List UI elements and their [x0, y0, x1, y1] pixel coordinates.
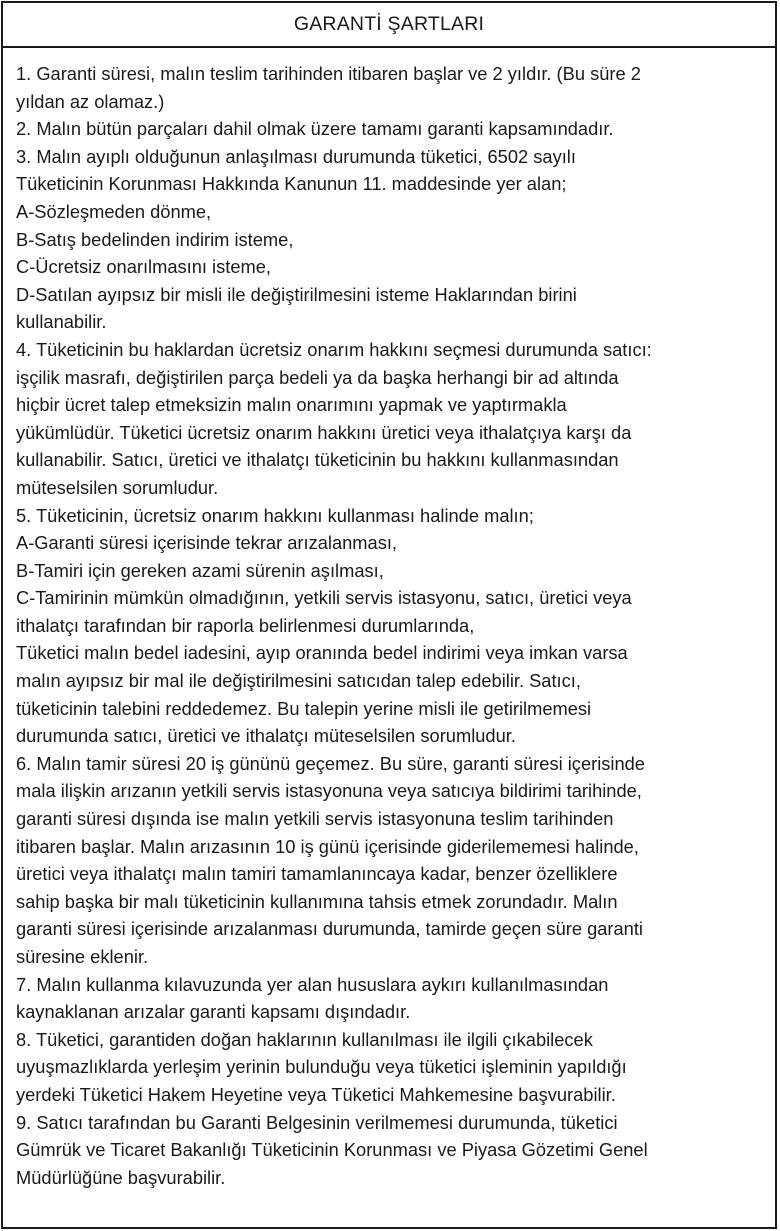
- text-line: kaynaklanan arızalar garanti kapsamı dışındadır.: [16, 1001, 411, 1023]
- text-line: 8. Tüketici, garantiden doğan haklarının kullanılması ile ilgili çıkabilecek: [16, 1028, 593, 1050]
- text-line: 7. Malın kullanma kılavuzunda yer alan hususlara aykırı kullanılmasından: [16, 973, 609, 995]
- text-line: B-Satış bedelinden indirim isteme,: [16, 228, 294, 250]
- text-line: Gümrük ve Ticaret Bakanlığı Tüketicinin Korunması ve Piyasa Gözetimi Genel: [16, 1139, 648, 1161]
- text-line: işçilik masrafı, değiştirilen parça bedeli ya da başka herhangi bir ad altında: [16, 366, 619, 388]
- text-line: yükümlüdür. Tüketici ücretsiz onarım hakkını üretici veya ithalatçıya karşı da: [16, 421, 632, 443]
- text-line: malın ayıpsız bir mal ile değiştirilmesini satıcıdan talep edebilir. Satıcı,: [16, 670, 581, 692]
- text-line: 3. Malın ayıplı olduğunun anlaşılması durumunda tüketici, 6502 sayılı: [16, 145, 576, 167]
- text-line: sahip başka bir malı tüketicinin kullanımına tahsis etmek zorundadır. Malın: [16, 890, 618, 912]
- text-line: 9. Satıcı tarafından bu Garanti Belgesinin verilmemesi durumunda, tüketici: [16, 1111, 618, 1133]
- text-line: kullanabilir. Satıcı, üretici ve ithalatçı tüketicinin bu hakkını kullanmasından: [16, 449, 619, 471]
- text-line: 2. Malın bütün parçaları dahil olmak üzere tamamı garanti kapsamındadır.: [16, 118, 614, 140]
- text-line: tüketicinin talebini reddedemez. Bu talepin yerine misli ile getirilmemesi: [16, 697, 592, 719]
- text-line: D-Satılan ayıpsız bir misli ile değiştirilmesini isteme Haklarından birini: [16, 283, 577, 305]
- text-line: 4. Tüketicinin bu haklardan ücretsiz onarım hakkını seçmesi durumunda satıcı:: [16, 338, 652, 360]
- text-line: 1. Garanti süresi, malın teslim tarihinden itibaren başlar ve 2 yıldır. (Bu süre 2: [16, 63, 641, 84]
- document-title: GARANTİ ŞARTLARI: [1, 1, 777, 48]
- text-line: uyuşmazlıklarda yerleşim yerinin bulunduğu veya tüketici işleminin yapıldığı: [16, 1056, 627, 1078]
- text-line: C-Tamirinin mümkün olmadığının, yetkili servis istasyonu, satıcı, üretici veya: [16, 587, 632, 609]
- text-line: itibaren başlar. Malın arızasının 10 iş günü içerisinde giderilememesi halinde,: [16, 835, 639, 857]
- text-line: yıldan az olamaz.): [16, 90, 165, 112]
- text-line: C-Ücretsiz onarılmasını isteme,: [16, 256, 271, 278]
- text-line: A-Garanti süresi içerisinde tekrar arızalanması,: [16, 532, 397, 554]
- text-line: 5. Tüketicinin, ücretsiz onarım hakkını kullanması halinde malın;: [16, 504, 534, 526]
- text-line: mala ilişkin arızanın yetkili servis istasyonuna veya satıcıya bildirimi tarihinde,: [16, 780, 642, 802]
- text-line: ithalatçı tarafından bir raporla belirlenmesi durumlarında,: [16, 614, 475, 636]
- text-line: kullanabilir.: [16, 311, 107, 333]
- text-line: 6. Malın tamir süresi 20 iş gününü geçemez. Bu süre, garanti süresi içerisinde: [16, 752, 645, 774]
- text-line: hiçbir ücret talep etmeksizin malın onarımını yapmak ve yaptırmakla: [16, 394, 567, 416]
- text-line: garanti süresi dışında ise malın yetkili servis istasyonuna teslim tarihinden: [16, 808, 614, 830]
- text-line: müteselsilen sorumludur.: [16, 476, 219, 498]
- text-line: durumunda satıcı, üretici ve ithalatçı müteselsilen sorumludur.: [16, 725, 516, 747]
- text-line: B-Tamiri için gereken azami sürenin aşılması,: [16, 559, 384, 581]
- text-line: yerdeki Tüketici Hakem Heyetine veya Tüketici Mahkemesine başvurabilir.: [16, 1083, 616, 1105]
- text-line: üretici veya ithalatçı malın tamiri tamamlanıncaya kadar, benzer özelliklere: [16, 863, 618, 885]
- text-line: Tüketici malın bedel iadesini, ayıp oranında bedel indirimi veya imkan varsa: [16, 642, 628, 664]
- text-line: Tüketicinin Korunması Hakkında Kanunun 11. maddesinde yer alan;: [16, 173, 567, 195]
- text-line: A-Sözleşmeden dönme,: [16, 200, 212, 222]
- text-line: garanti süresi içerisinde arızalanması durumunda, tamirde geçen süre garanti: [16, 918, 643, 940]
- text-line: süresine eklenir.: [16, 946, 149, 967]
- warranty-terms-body: [1, 46, 777, 1229]
- text-line: Müdürlüğüne başvurabilir.: [16, 1166, 226, 1188]
